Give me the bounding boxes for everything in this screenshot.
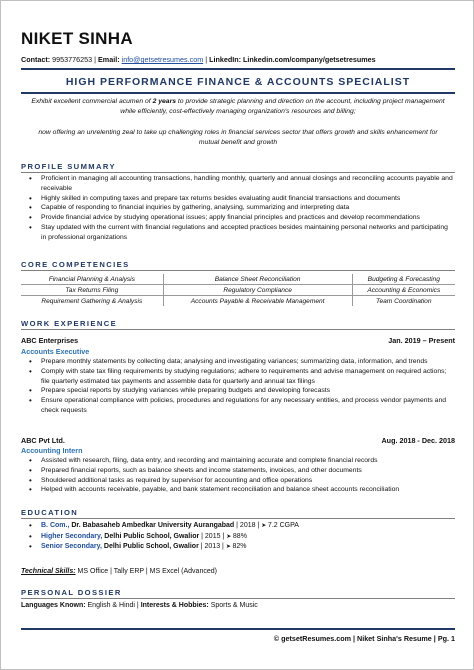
- education-list: [29, 521, 455, 553]
- job-dates: Jan. 2019 – Present: [388, 336, 455, 345]
- bullet-item: [29, 476, 455, 486]
- technical-skills-value: MS Office | Tally ERP | MS Excel (Advanced): [75, 568, 217, 575]
- section-title-experience: WORK EXPERIENCE: [21, 319, 118, 328]
- education-item: [29, 542, 455, 553]
- competency-row: [21, 296, 455, 307]
- competency-row: [21, 274, 455, 285]
- bullet-text: Stay updated with the current with financial regulations and accepted practices besides maintaining personal networks and participating in professional organizations: [41, 223, 448, 241]
- section-divider: [21, 598, 455, 599]
- contact-line: Contact: 9953776253 | Email: info@getsetresumes.com | LinkedIn: Linkedin.com/company/getsetresumes: [21, 55, 376, 64]
- bullet-item: [29, 485, 455, 495]
- competency-cell: Tax Returns Filing: [21, 285, 163, 296]
- education-institute: Delhi Public School, Gwalior: [103, 543, 199, 551]
- bullet-icon: •: [29, 521, 32, 530]
- bullet-icon: •: [29, 222, 32, 232]
- education-degree: B. Com.,: [41, 522, 70, 529]
- bullet-item: [29, 367, 455, 387]
- languages-label: Languages Known:: [21, 602, 86, 609]
- section-title-education: EDUCATION: [21, 508, 79, 517]
- section-divider: [21, 329, 455, 330]
- bullet-text: Highly skilled in computing taxes and prepare tax returns besides evaluating audit financial transactions and documents: [41, 194, 401, 202]
- linkedin-label: LinkedIn:: [209, 55, 242, 64]
- bullet-text: Shouldered additional tasks as required by supervisor for accounting and office operations: [41, 476, 313, 484]
- bullet-icon: •: [29, 386, 32, 396]
- bullet-text: Assisted with research, filing, data entry, and recording and maintaining accurate and complete financial records: [41, 457, 378, 464]
- education-year: | 2015 |: [199, 532, 227, 540]
- bullet-icon: •: [29, 396, 32, 406]
- education-score: 7.2 CGPA: [267, 522, 299, 529]
- bullet-item: [29, 466, 455, 476]
- technical-skills: [21, 568, 217, 575]
- competency-cell: Balance Sheet Reconciliation: [163, 274, 352, 285]
- technical-skills-label: Technical Skills:: [21, 568, 76, 575]
- candidate-name: NIKET SINHA: [21, 29, 133, 48]
- education-item: [29, 521, 455, 532]
- bullet-text: Prepared financial reports, such as balance sheets and income statements, invoices, and other documents: [41, 466, 362, 474]
- profile-bullet-list: [29, 174, 455, 243]
- bullet-text: Provide financial advice by studying operational issues; apply financial principles and practices and develop recommendations: [41, 214, 420, 222]
- interests-label: Interests & Hobbies:: [140, 602, 209, 609]
- professional-headline: HIGH PERFORMANCE FINANCE & ACCOUNTS SPECIALIST: [65, 76, 411, 88]
- bullet-text: Capable of responding to financial inquiries by gathering, analysing, summarizing and interpreting data: [41, 204, 350, 212]
- bullet-icon: •: [29, 357, 32, 366]
- competency-cell: Accounts Payable & Receivable Management: [163, 296, 352, 307]
- competency-cell: Budgeting & Forecasting: [352, 274, 455, 285]
- bullet-item: [29, 396, 455, 416]
- bullet-icon: •: [29, 531, 32, 541]
- summary-years: 2 years: [152, 98, 177, 105]
- competency-cell: Financial Planning & Analysis: [21, 274, 163, 285]
- linkedin-link[interactable]: Linkedin.com/company/getsetresumes: [243, 55, 376, 64]
- competency-row: [21, 285, 455, 296]
- education-degree: Senior Secondary,: [41, 543, 102, 551]
- bullet-item: [29, 194, 455, 204]
- bullet-text: Helped with accounts receivable, payable, and bank statement reconciliation and balance sheet accounts reconciliation: [41, 486, 400, 494]
- competency-cell: Team Coordination: [376, 297, 432, 305]
- summary-paragraph-2: now offering an unrelenting zeal to take up challenging roles in financial services sector that offers growth and skills enhancement for mutual benefit and growth: [38, 129, 438, 146]
- section-title-dossier: PERSONAL DOSSIER: [21, 588, 122, 597]
- summary-text: to provide strategic planning and direction on the account, including project management while efficiently, cost-effectively managing organization's resources and billing;: [120, 98, 445, 115]
- job-role: Accounting Intern: [21, 446, 83, 455]
- education-institute: Delhi Public School, Gwalior: [104, 532, 200, 540]
- header-rule-top: [21, 68, 455, 70]
- section-title-competencies: CORE COMPETENCIES: [21, 260, 130, 269]
- bullet-icon: •: [29, 485, 32, 495]
- job-company: ABC Pvt Ltd.: [21, 436, 65, 445]
- job-bullet-list: [29, 456, 455, 495]
- arrow-right-icon: ➤: [225, 544, 233, 551]
- bullet-item: [29, 357, 455, 367]
- bullet-icon: •: [29, 213, 32, 223]
- bullet-text: Prepare monthly statements by collecting data; analysing and investigating variances; summarizing data, information, and trends: [41, 358, 428, 365]
- footer-rule: [21, 628, 455, 630]
- summary-paragraph-1: [31, 97, 445, 116]
- section-divider: [21, 172, 455, 173]
- summary-text: Exhibit excellent commercial acumen of: [31, 98, 153, 105]
- bullet-icon: •: [29, 456, 32, 465]
- bullet-item: [29, 456, 455, 466]
- bullet-item: [29, 386, 455, 396]
- education-year: | 2018 |: [234, 522, 262, 529]
- section-divider: [21, 270, 455, 271]
- bullet-item: [29, 203, 455, 213]
- job-role: Accounts Executive: [21, 347, 90, 356]
- education-score: 88%: [232, 532, 247, 540]
- bullet-icon: •: [29, 366, 32, 376]
- email-label: Email:: [98, 55, 120, 64]
- competencies-table: [21, 274, 455, 306]
- bullet-item: [29, 223, 455, 243]
- languages-value: English & Hindi |: [85, 602, 141, 609]
- header-rule-bottom: [21, 92, 455, 94]
- job-bullet-list: [29, 357, 455, 416]
- bullet-icon: •: [29, 475, 32, 485]
- section-divider: [21, 518, 455, 519]
- bullet-text: Ensure operational compliance with policies, procedures and regulations for any necessary entities, and process vendor payments and check requests: [41, 397, 447, 414]
- email-link[interactable]: info@getsetresumes.com: [121, 55, 204, 64]
- competency-cell: Accounting & Economics: [352, 285, 455, 296]
- bullet-text: Prepare special reports by studying variances while preparing budgets and developing forecasts: [41, 387, 331, 395]
- section-title-profile: PROFILE SUMMARY: [21, 162, 116, 171]
- phone-number: 9953776253: [52, 55, 93, 64]
- education-item: [29, 532, 455, 543]
- competency-cell: Requirement Gathering & Analysis: [21, 296, 163, 307]
- interests-value: Sports & Music: [208, 602, 258, 609]
- job-company: ABC Enterprises: [21, 336, 79, 345]
- bullet-text: Comply with state tax filing requirements by studying regulations; adhere to requirements and advise management on required actions; file quarterly estimated tax payments and assemble data for quarterly and annual tax filings: [41, 367, 447, 385]
- education-degree: Higher Secondary,: [41, 532, 103, 540]
- bullet-icon: •: [29, 203, 32, 213]
- job-dates: Aug. 2018 - Dec. 2018: [381, 436, 455, 445]
- arrow-right-icon: ➤: [261, 523, 268, 529]
- bullet-item: [29, 213, 455, 223]
- bullet-icon: •: [29, 465, 32, 475]
- bullet-icon: •: [29, 174, 32, 183]
- bullet-item: [29, 174, 455, 194]
- bullet-icon: •: [29, 193, 32, 203]
- education-score: 82%: [232, 543, 247, 551]
- arrow-right-icon: ➤: [226, 533, 233, 540]
- dossier-line: [21, 602, 258, 609]
- page-footer: © getsetResumes.com | Niket Sinha's Resume | Pg. 1: [273, 634, 455, 643]
- bullet-icon: •: [29, 542, 32, 552]
- education-institute: Dr. Babasaheb Ambedkar University Aurangabad: [71, 522, 235, 529]
- competency-cell: Regulatory Compliance: [163, 285, 352, 296]
- contact-label: Contact:: [21, 55, 51, 64]
- education-year: | 2013 |: [198, 543, 226, 551]
- bullet-text: Proficient in managing all accounting transactions, handling monthly, quarterly and annual closings and reconciling accounts payable and receivable: [41, 175, 453, 192]
